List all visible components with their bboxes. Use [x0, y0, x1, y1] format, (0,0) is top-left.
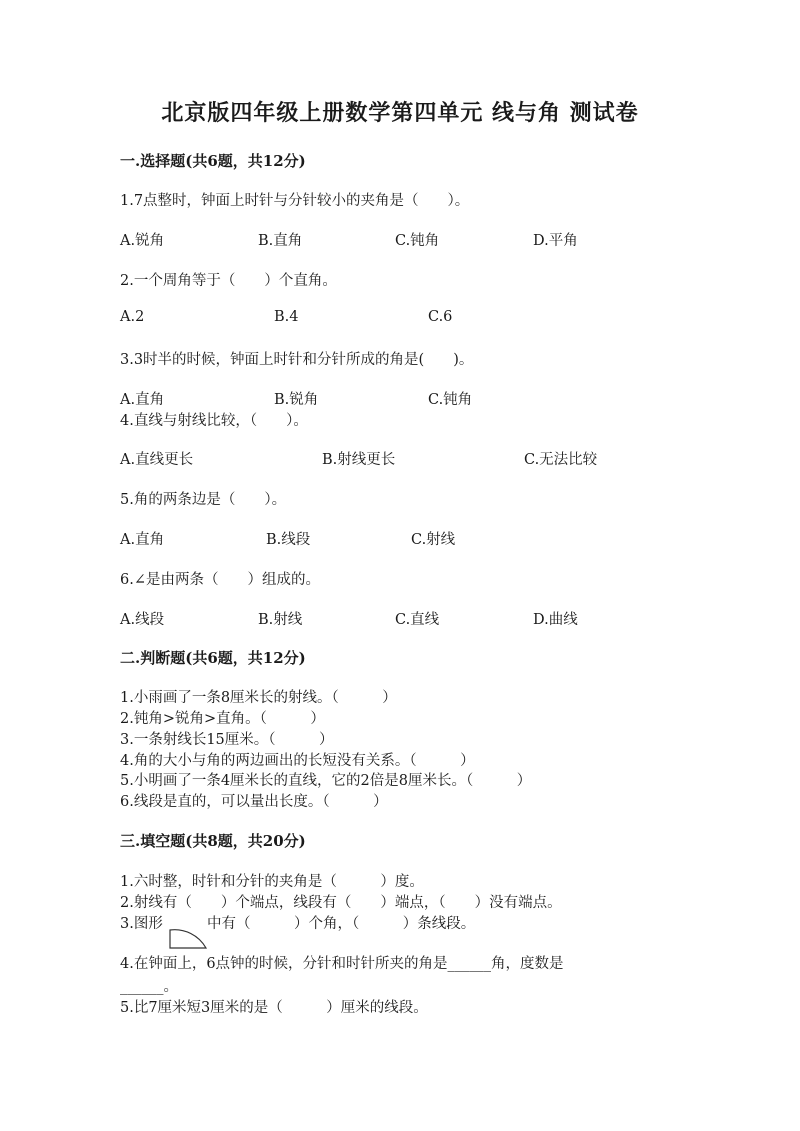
fill-item-1: 1.六时整，时针和分针的夹角是（ ）度。 — [120, 874, 424, 890]
quarter-circle-figure — [168, 928, 210, 950]
choice-1-option-b: B.直角 — [258, 233, 303, 249]
choice-question-6: 6.∠是由两条（ ）组成的。 — [120, 572, 320, 588]
choice-question-4: 4.直线与射线比较，（ ）。 — [120, 413, 308, 429]
judge-item-6: 6.线段是直的，可以量出长度。（ ） — [120, 794, 388, 810]
choice-2-option-b: B.4 — [274, 309, 299, 325]
choice-6-option-c: C.直线 — [395, 612, 440, 628]
choice-5-option-b: B.线段 — [266, 532, 311, 548]
fill-item-4-continued: ______。 — [120, 979, 178, 995]
choice-3-option-a: A.直角 — [120, 392, 165, 408]
fill-item-3-start: 3.图形 — [120, 916, 163, 932]
judge-item-5: 5.小明画了一条4厘米长的直线，它的2倍是8厘米长。（ ） — [120, 773, 532, 789]
choice-2-option-a: A.2 — [120, 309, 145, 325]
section-heading-choice: 一.选择题(共6题，共12分) — [120, 152, 306, 170]
choice-question-2: 2.一个周角等于（ ）个直角。 — [120, 273, 337, 289]
section-heading-judge: 二.判断题(共6题，共12分) — [120, 649, 306, 667]
choice-5-option-a: A.直角 — [120, 532, 165, 548]
choice-question-1: 1.7点整时，钟面上时针与分针较小的夹角是（ ）。 — [120, 193, 470, 209]
fill-item-4: 4.在钟面上，6点钟的时候，分针和时针所夹的角是______角，度数是 — [120, 956, 564, 972]
choice-5-option-c: C.射线 — [411, 532, 456, 548]
choice-2-option-c: C.6 — [428, 309, 453, 325]
choice-1-option-a: A.锐角 — [120, 233, 165, 249]
choice-4-option-b: B.射线更长 — [322, 452, 396, 468]
fill-item-3-end: 中有（ ）个角，（ ）条线段。 — [207, 916, 476, 932]
choice-6-option-b: B.射线 — [258, 612, 303, 628]
page-title: 北京版四年级上册数学第四单元 线与角 测试卷 — [161, 100, 639, 126]
choice-question-3: 3.3时半的时候，钟面上时针和分针所成的角是( )。 — [120, 352, 474, 368]
judge-item-1: 1.小雨画了一条8厘米长的射线。（ ） — [120, 690, 397, 706]
choice-1-option-d: D.平角 — [533, 233, 578, 249]
judge-item-3: 3.一条射线长15厘米。（ ） — [120, 732, 334, 748]
section-heading-fill: 三.填空题(共8题，共20分) — [120, 832, 306, 850]
choice-3-option-c: C.钝角 — [428, 392, 473, 408]
fill-item-2: 2.射线有（ ）个端点，线段有（ ）端点，（ ）没有端点。 — [120, 895, 562, 911]
choice-6-option-d: D.曲线 — [533, 612, 578, 628]
choice-3-option-b: B.锐角 — [274, 392, 319, 408]
judge-item-4: 4.角的大小与角的两边画出的长短没有关系。（ ） — [120, 753, 475, 769]
fill-item-5: 5.比7厘米短3厘米的是（ ）厘米的线段。 — [120, 1000, 428, 1016]
judge-item-2: 2.钝角>锐角>直角。（ ） — [120, 711, 325, 727]
choice-1-option-c: C.钝角 — [395, 233, 440, 249]
choice-4-option-c: C.无法比较 — [524, 452, 598, 468]
choice-question-5: 5.角的两条边是（ ）。 — [120, 492, 287, 508]
choice-4-option-a: A.直线更长 — [120, 452, 194, 468]
choice-6-option-a: A.线段 — [120, 612, 165, 628]
